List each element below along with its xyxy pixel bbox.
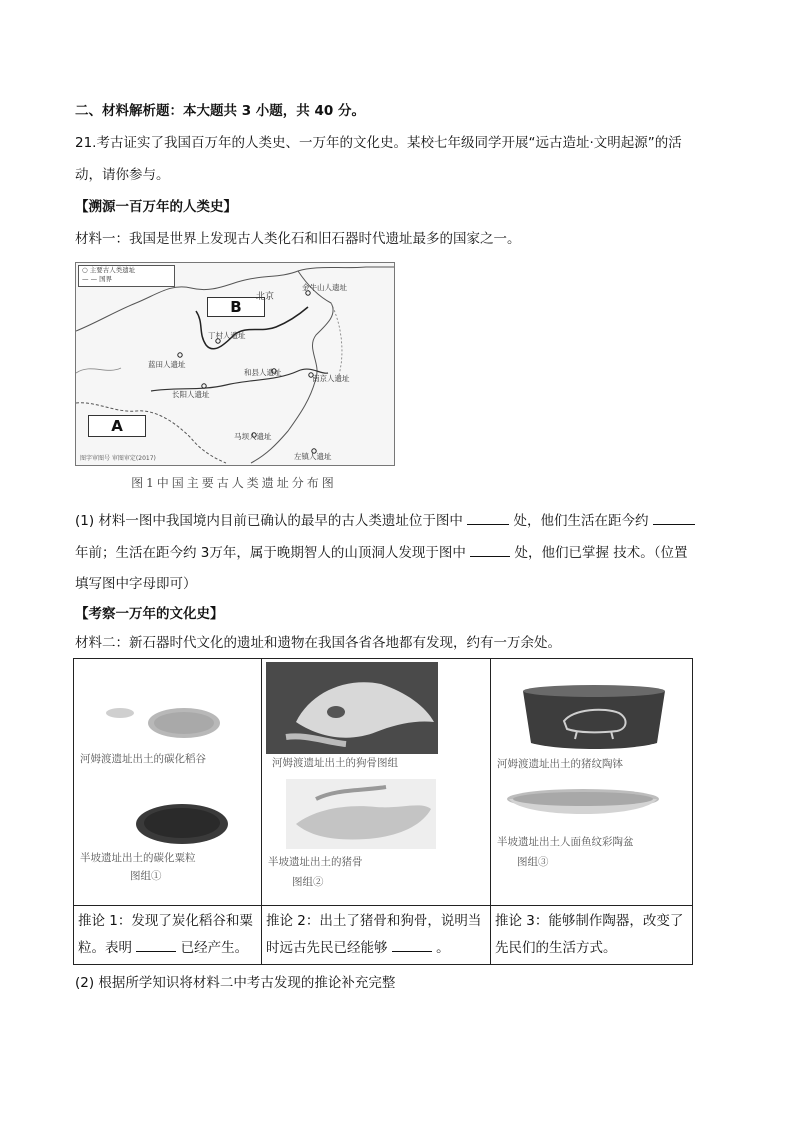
pig-bone-caption: 半坡遗址出土的猪骨 — [268, 856, 363, 868]
map-legend — [78, 265, 175, 287]
inference-2-text-b: 时远古先民已经能够 — [266, 940, 388, 956]
image-group-3 — [491, 659, 693, 906]
part1-title: 【溯源一百万年的人类史】 — [75, 199, 237, 215]
q1-line3: 填写图中字母即可） — [75, 576, 197, 592]
dog-bone-caption: 河姆渡遗址出土的狗骨图组 — [272, 757, 398, 769]
q21-intro-line2: 动，请你参与。 — [75, 167, 170, 183]
group-1-label: 图组① — [130, 870, 162, 882]
pig-pottery-photo — [519, 683, 669, 753]
group-3-label: 图组③ — [517, 856, 549, 868]
group-2-label: 图组② — [292, 876, 324, 888]
part2-title: 【考察一万年的文化史】 — [75, 606, 224, 622]
map-label-lantian: 蓝田人遗址 — [148, 360, 186, 369]
inference-2 — [262, 906, 491, 965]
q1-text-a: (1) 材料一图中我国境内目前已确认的最早的古人类遗址位于图中 — [75, 513, 463, 529]
map-legend-border: — — 国界 — [82, 275, 113, 283]
q1-text-c: 年前；生活在距今约 3万年，属于晚期智人的山顶洞人发现于图中 — [75, 545, 466, 561]
q2-text: (2) 根据所学知识将材料二中考古发现的推论补充完整 — [75, 975, 396, 991]
q1-line1 — [75, 510, 695, 531]
inference-2-line2 — [266, 935, 487, 962]
image-group-1 — [74, 659, 262, 906]
inference-3-line1: 推论 3：能够制作陶器，改变了 — [495, 913, 684, 929]
q1-blank-1[interactable] — [467, 510, 509, 525]
fish-basin-caption: 半坡遗址出土人面鱼纹彩陶盆 — [497, 836, 634, 848]
pig-bone-photo — [286, 779, 436, 849]
millet-caption: 半坡遗址出土的碳化粟粒 — [80, 852, 196, 864]
q1-line2 — [75, 542, 688, 563]
map-label-dingcun: 丁村人遗址 — [208, 331, 246, 340]
q1-blank-2[interactable] — [653, 510, 695, 525]
q1-text-d: 处，他们已掌握 — [514, 545, 609, 561]
map-source: 图字审图号 审图审定(2017) — [80, 455, 156, 462]
map-caption: 图1中国主要古人类遗址分布图 — [131, 476, 337, 490]
map-legend-site: ○ 主要古人类遗址 — [82, 266, 136, 274]
section-heading: 二、材料解析题：本大题共 3 小题，共 40 分。 — [75, 103, 365, 119]
map-label-changyang: 长阳人遗址 — [172, 390, 210, 399]
inference-1-blank[interactable] — [136, 937, 176, 952]
inference-1-line1: 推论 1：发现了炭化稻谷和粟 — [78, 913, 253, 929]
q1-text-b: 处，他们生活在距今约 — [513, 513, 649, 529]
inference-3-line2: 先民们的生活方式。 — [495, 940, 617, 956]
inference-1-line2 — [78, 935, 258, 962]
inference-2-text-c: 。 — [436, 940, 450, 956]
map-label-hexian: 和县人遗址 — [244, 368, 282, 377]
image-group-2 — [262, 659, 491, 906]
inference-1-text-b: 粒。表明 — [78, 940, 132, 956]
material1-text: 材料一：我国是世界上发现古人类化石和旧石器时代遗址最多的国家之一。 — [75, 231, 521, 247]
ancient-sites-map — [75, 262, 395, 466]
pig-pottery-caption: 河姆渡遗址出土的猪纹陶钵 — [497, 758, 623, 770]
inference-1-text-c: 已经产生。 — [180, 940, 249, 956]
map-box-b: B — [207, 297, 265, 317]
dog-skull-photo — [266, 662, 438, 754]
map-label-nanjing: 南京人遗址 — [312, 374, 350, 383]
rice-photo — [104, 701, 234, 741]
q1-text-e: 技术。（位置 — [613, 545, 688, 561]
map-label-jinniushan: 金牛山人遗址 — [302, 283, 347, 292]
q21-intro-line1: 21.考古证实了我国百万年的人类史、一万年的文化史。某校七年级同学开展“远古造址·文明起源”的活 — [75, 135, 682, 151]
millet-photo — [132, 799, 232, 849]
q1-blank-3[interactable] — [470, 542, 510, 557]
material2-table — [73, 658, 693, 965]
material2-text: 材料二：新石器时代文化的遗址和遗物在我国各省各地都有发现，约有一万余处。 — [75, 635, 561, 651]
inference-2-blank[interactable] — [392, 937, 432, 952]
map-label-zuozhen: 左镇人遗址 — [294, 452, 332, 461]
inference-2-line1: 推论 2：出土了猪骨和狗骨，说明当 — [266, 913, 482, 929]
inference-1 — [74, 906, 262, 965]
inference-3 — [491, 906, 693, 965]
map-box-a: A — [88, 415, 146, 437]
map-label-beijing: 北京 — [256, 292, 275, 302]
fish-basin-photo — [503, 785, 663, 825]
rice-caption: 河姆渡遗址出土的碳化稻谷 — [80, 753, 206, 765]
map-label-maba: 马坝人遗址 — [234, 432, 272, 441]
